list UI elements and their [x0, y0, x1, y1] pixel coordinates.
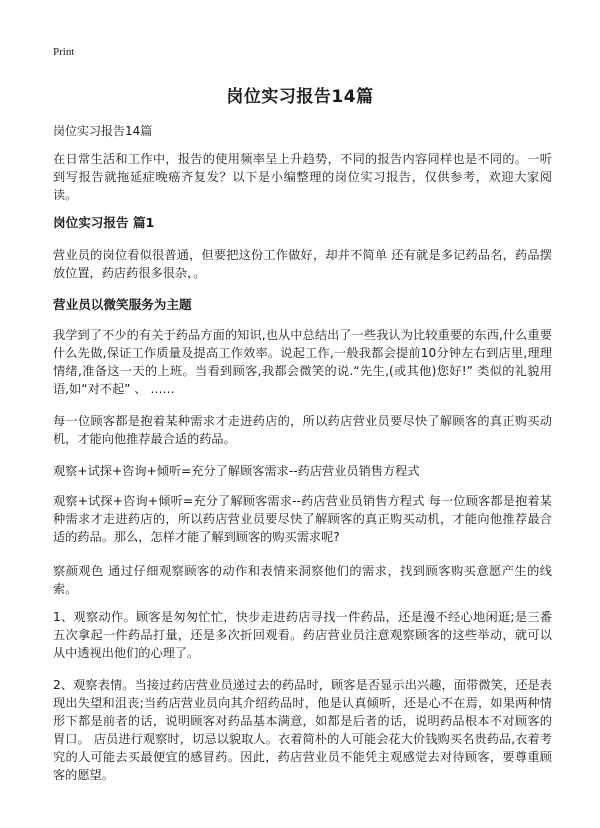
section-heading-1: 岗位实习报告 篇1	[53, 215, 155, 230]
paragraph-5: 观察+试探+咨询+倾听=充分了解顾客需求--药店营业员销售方程式 每一位顾客都是抱着某种需求才走进药店的，所以药店营业员要尽快了解顾客的真正购买动机，才能向他推荐最合适的药品。那么，怎样才能了解到顾客的购买需求呢?	[53, 494, 552, 544]
section-heading-2: 营业员以微笑服务为主题	[53, 297, 192, 312]
intro-paragraph: 在日常生活和工作中，报告的使用频率呈上升趋势，不同的报告内容同样也是不同的。一听到写报告就拖延症晚癌齐复发？以下是小编整理的岗位实习报告，仅供参考，欢迎大家阅读。	[53, 152, 552, 202]
paragraph-4: 观察+试探+咨询+倾听=充分了解顾客需求--药店营业员销售方程式	[53, 464, 420, 478]
page-title: 岗位实习报告14篇	[226, 87, 374, 107]
paragraph-6: 察颜观色 通过仔细观察顾客的动作和表情来洞察他们的需求，找到顾客购买意愿产生的线索。	[53, 564, 552, 596]
document-subtitle: 岗位实习报告14篇	[53, 124, 153, 138]
paragraph-7: 1、观察动作。顾客是匆匆忙忙，快步走进药店寻找一件药品，还是漫不经心地闲逛;是三番五次拿起一件药品打量，还是多次折回观看。药店营业员注意观察顾客的这些举动，就可以从中透视出他们的心理了。	[53, 610, 552, 660]
paragraph-8: 2、观察表情。当接过药店营业员递过去的药品时，顾客是否显示出兴趣，面带微笑，还是表现出失望和沮丧;当药店营业员向其介绍药品时，他是认真倾听，还是心不在焉，如果两种情形下都是前者的话，说明顾客对药品基本满意，如都是后者的话，说明药品根本不对顾客的胃口。 店员进行观察时，切忌以貌取人。衣着简朴的人可能会花大价钱购买名贵药品,衣着考究的人可能去买最便宜的感冒药。因此，药店营业员不能凭主观感觉去对待顾客，要尊重顾客的愿望。	[53, 678, 552, 782]
paragraph-2: 我学到了不少的有关于药品方面的知识,也从中总结出了一些我认为比较重要的东西,什么重要什么先做,保证工作质量及提高工作效率。说起工作,一般我都会提前10分钟左右到店里,理理情绪,准备这一天的上班。当看到顾客,我都会微笑的说.“先生,(或其他)您好!” 类似的礼貌用语,如“对不起” 、 ……	[53, 328, 552, 396]
paragraph-3: 每一位顾客都是抱着某种需求才走进药店的，所以药店营业员要尽快了解顾客的真正购买动机，才能向他推荐最合适的药品。	[53, 414, 552, 446]
print-link[interactable]: Print	[53, 46, 75, 58]
paragraph-1: 营业员的岗位看似很普通，但要把这份工作做好，却并不简单 还有就是多记药品名，药品摆放位置，药店药很多很杂，。	[53, 248, 552, 280]
